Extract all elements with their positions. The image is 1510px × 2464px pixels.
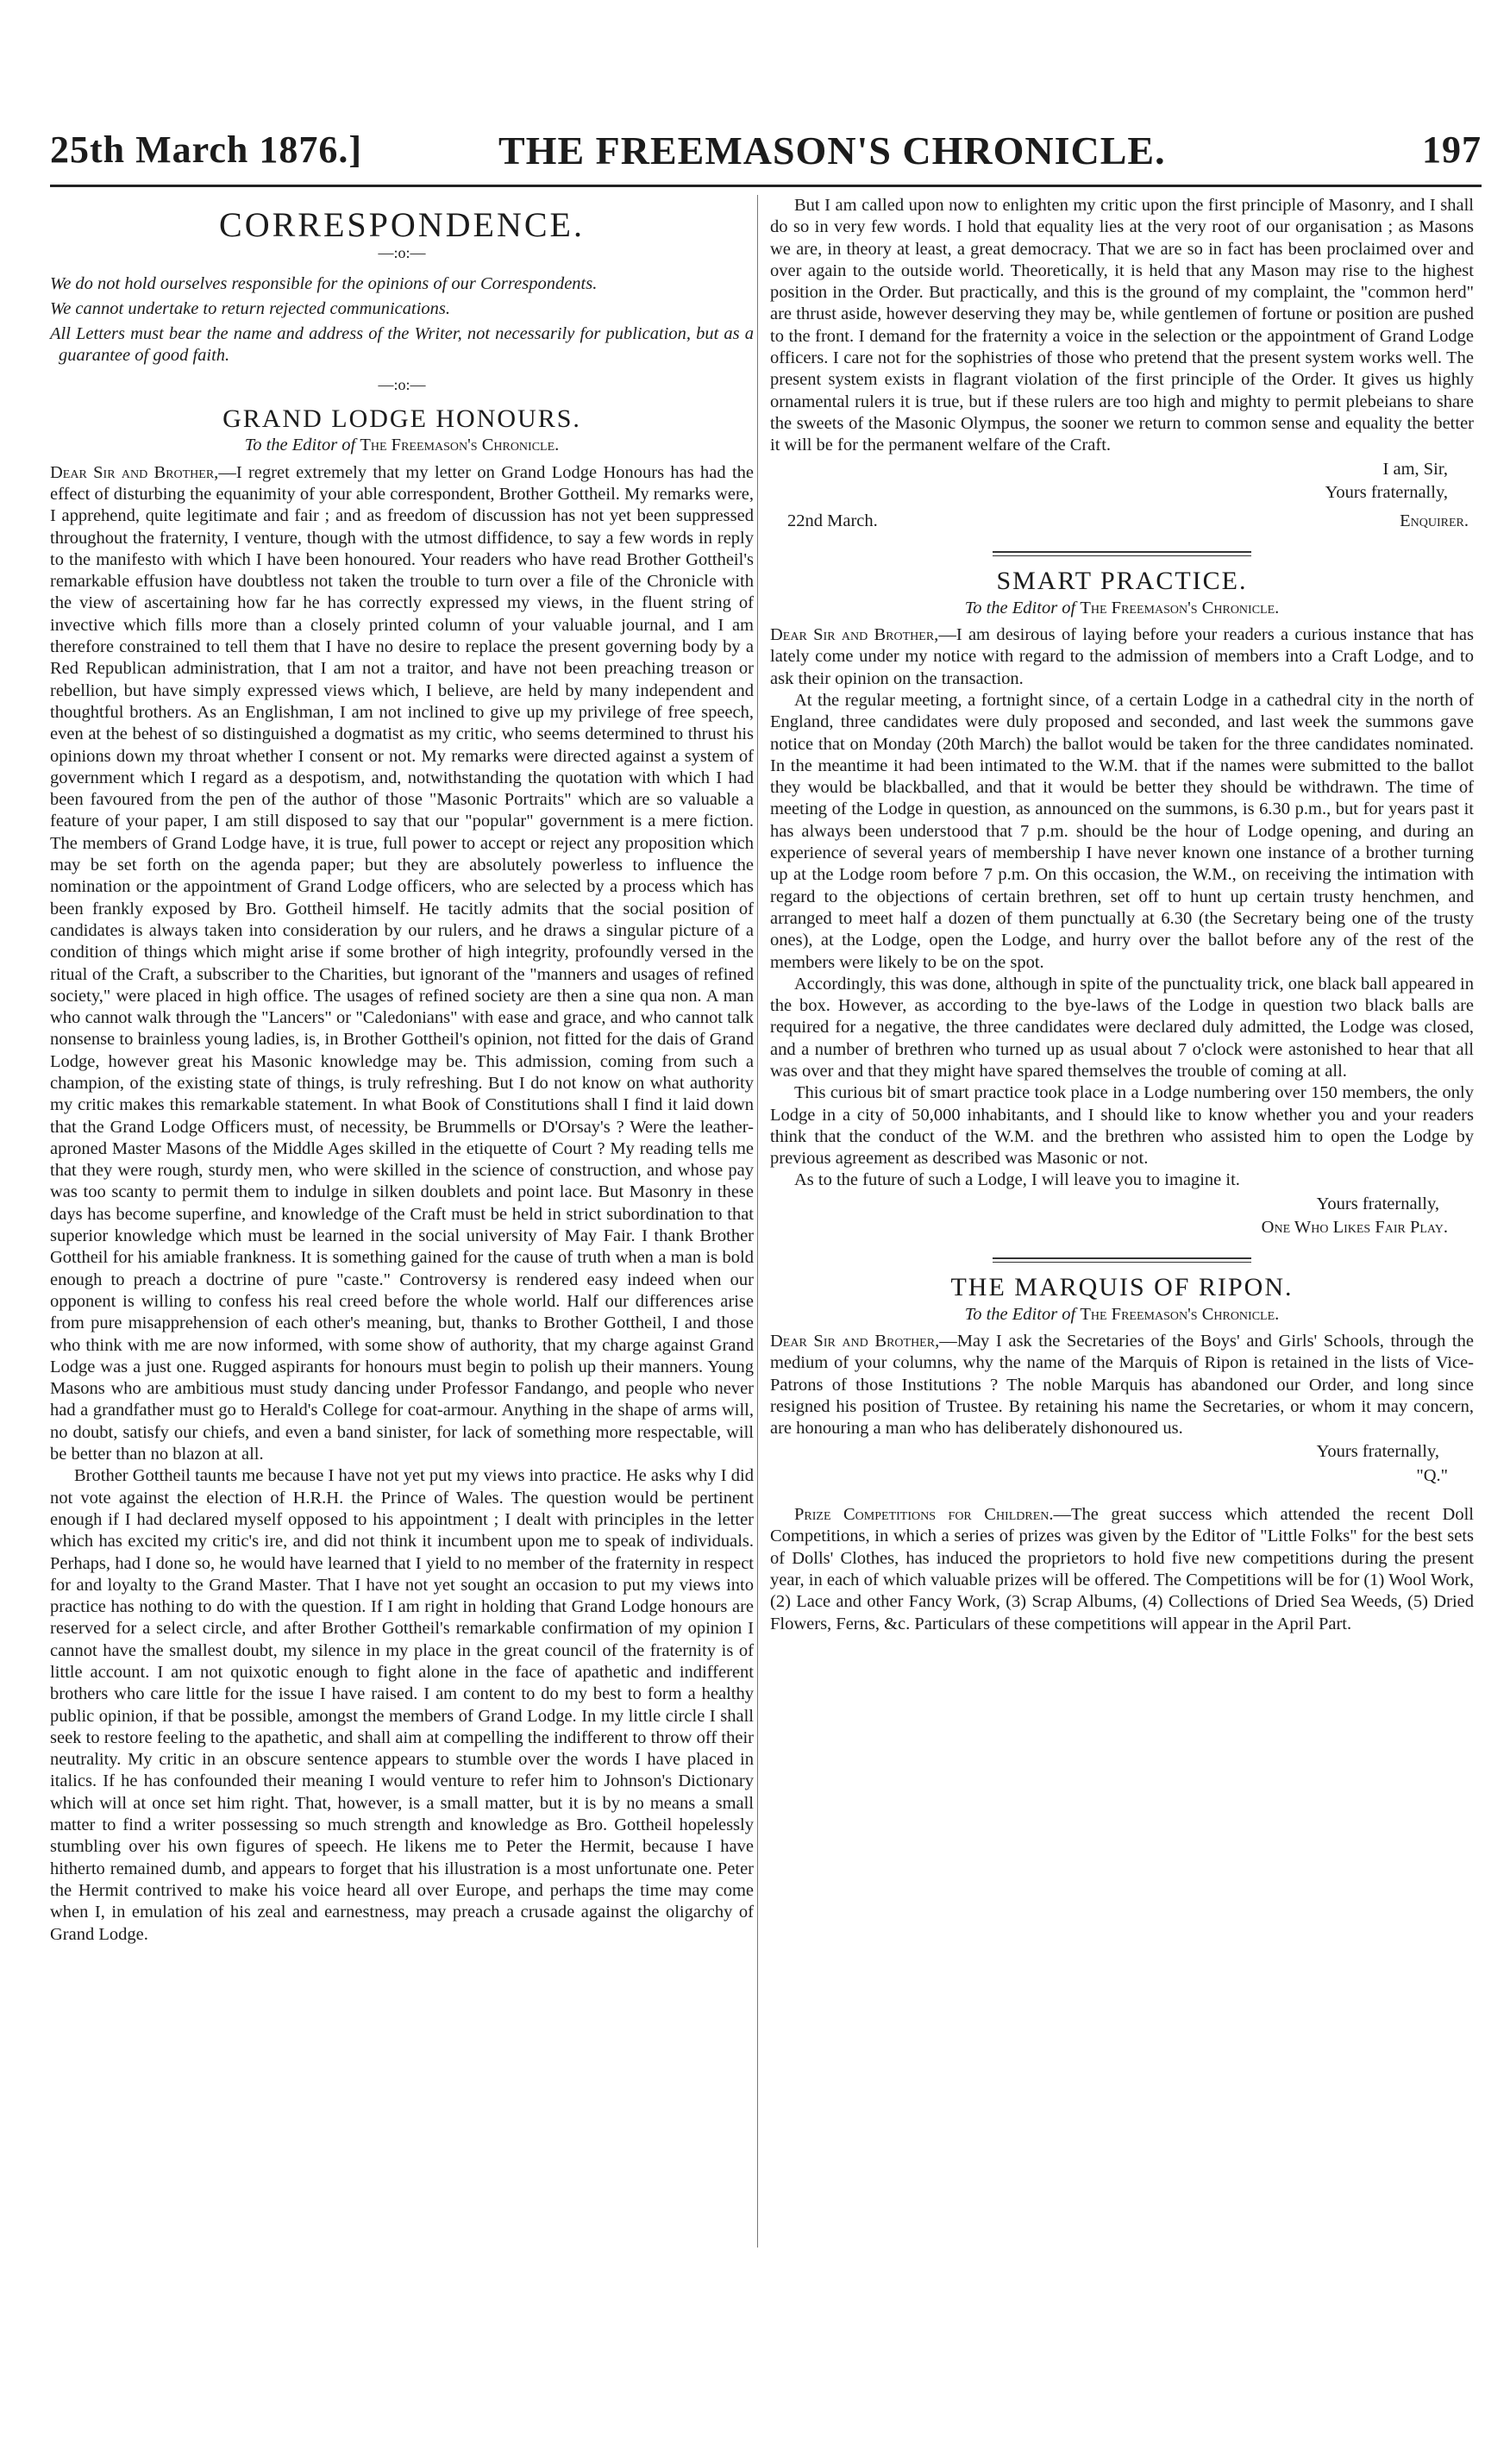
addressee-line: [50, 435, 754, 456]
article-heading-marquis-of-ripon: THE MARQUIS OF RIPON.: [950, 1273, 1294, 1302]
article-heading-smart-practice: SMART PRACTICE.: [996, 567, 1248, 596]
paragraph-text: —I regret extremely that my letter on Grand Lodge Honours has had the effect of disturbing the equanimity of your able correspondent, Brother Gottheil. My remarks were, I apprehend, quite legitimate and fair ; and as freedom of discussion has not yet been suppressed throughout the fraternity, I venture, though with the utmost diffidence, to say a few words in reply to the manifesto with which I have been honoured. Your readers who have read Brother Gottheil's remarkable effusion have doubtless not taken the trouble to turn over a file of the Chronicle with the view of ascertaining how far he has correctly expressed my views, in the fluent string of invective which fills more than a closely printed column of your valuable journal, and I am therefore constrained to tell them that I have no desire to replace the present governing body by a Red Republican administration, that I am not a traitor, and have not been preaching treason or rebellion, but have simply expressed views which, I believe, are held by many independent and thoughtful brothers. As an Englishman, I am not inclined to give up my privilege of free speech, even at the behest of so distinguished a dogmatist as my critic, who seems determined to thrust his opinions down my throat whether I consent or not. My remarks were directed against a system of government which I regard as a despotism, and, notwithstanding the quotation with which I had been favoured from the pen of the author of those "Masonic Portraits" which are so valuable a feature of your paper, I am still disposed to say that our "popular" government is a mere fiction. The members of Grand Lodge have, it is true, full power to accept or reject any proposition which may be set forth on the agenda paper; but they are absolutely powerless to influence the nomination or the appointment of Grand Lodge officers, who are selected by a process which has been frankly exposed by Bro. Gottheil himself. He tacitly admits that the social position of candidates is always taken into consideration by our rulers, and he draws a singular picture of a condition of things which might arise if some brother of high integrity, profoundly versed in the ritual of the Craft, a subscriber to the Charities, but ignorant of the "manners and usages of refined society," were placed in high office. The usages of refined society are then a sine qua non. A man who cannot walk through the "Lancers" or "Caledonians" with ease and grace, and who cannot talk nonsense to brainless young ladies, is, in Brother Gottheil's opinion, not fitted for the dais of Grand Lodge, however great his Masonic knowledge may be. This admission, coming from such a champion, of the existing state of things, is truly refreshing. But I do not know on what authority my critic makes this remarkable statement. In what Book of Constitutions shall I find it laid down that the Grand Lodge Officers must, of necessity, be Brummells or D'Orsay's ? Were the leather-aproned Master Masons of the Middle Ages skilled in the etiquette of Court ? My reading tells me that they were rough, sturdy men, who were skilled in the science of construction, and whose pay was too scanty to permit them to indulge in silken doublets and point lace. But Masonry in these days has become superfine, and knowledge of the Craft must be held in strict subordination to that superior knowledge which must be learned in the social university of May Fair. I thank Brother Gottheil for his amiable frankness. It is something gained for the cause of truth when a man is bold enough to preach a doctrine of pure "caste." Controversy is rendered easy indeed when our opponent is willing to confess his real creed before the whole world. Half our differences arise from pure misapprehension of each other's meaning, but, thanks to Brother Gottheil, I and those who think with me are now informed, with some show of authority, that my charge against Grand Lodge was a just one. Rugged aspirants for honours must begin to polish up their manners. Young Masons who are ambitious must study dancing under Professor Fandango, and people who never had a grandfather must go to Herald's College for coat-armour. Anything in the shape of arms will, no doubt, satisfy our chiefs, and even a band sinister, for lack of something more respectable, will be better than no blazon at all.: [50, 462, 754, 1464]
section-heading-correspondence: CORRESPONDENCE.: [219, 205, 585, 244]
notice-text: —The great success which attended the recent Doll Competitions, in which a series of prizes was given by the Editor of "Little Folks" for the best sets of Dolls' Clothes, has induced the proprietors to hold five new competitions during the present year, in each of which valuable prizes will be offered. The Competitions will be for (1) Wool Work, (2) Lace and other Fancy Work, (3) Scrap Albums, (4) Collections of Dried Sea Weeds, (5) Dried Flowers, Ferns, &c. Particulars of these competitions will appear in the April Part.: [770, 1505, 1474, 1633]
column-divider: [757, 195, 758, 2248]
paragraph-text: —May I ask the Secretaries of the Boys' and Girls' Schools, through the medium of your columns, why the name of the Marquis of Ripon is retained in the lists of Vice-Patrons of those Institutions ? The noble Marquis has abandoned our Order, and long since resigned his position of Trustee. By retaining his name the Secretaries, or whom it may concern, are honouring a man who has deliberately dishonoured us.: [770, 1331, 1474, 1439]
salutation: Dear Sir and Brother,: [50, 462, 219, 482]
salutation: Dear Sir and Brother,: [770, 625, 939, 645]
addressee-paper: The Freemason's Chronicle.: [360, 436, 560, 455]
addressee-prefix: To the Editor of: [964, 1304, 1076, 1324]
addressee-line: [770, 598, 1474, 619]
article-heading-grand-lodge-honours: GRAND LODGE HONOURS.: [222, 404, 581, 434]
ornament: —:o:—: [378, 375, 426, 393]
section-separator: [993, 551, 1251, 556]
closing-line: Yours fraternally,: [1316, 1194, 1439, 1213]
section-separator: [993, 1257, 1251, 1263]
closing-line: Yours fraternally,: [1316, 1442, 1439, 1462]
page-number: 197: [1422, 129, 1482, 171]
addressee-paper: The Freemason's Chronicle.: [1080, 1304, 1280, 1324]
addressee-prefix: To the Editor of: [964, 598, 1076, 618]
article-paragraph: But I am called upon now to enlighten my critic upon the first principle of Masonry, and I shall do so in very few words. I hold that equality lies at the very root of our organisation ; as Masons we are, in theory at least, a great democracy. That we are so in fact has been proclaimed over and over again to the outside world. Theoretically, it is held that any Mason may rise to the highest position in the Order. But practically, and this is the ground of my complaint, the "common herd" are thrust aside, however deserving they may be, while gentlemen of fortune or position are pushed to the front. I demand for the fraternity a voice in the selection or the appointment of Grand Lodge officers. I care not for the sophistries of those who pretend that the present system works well. The present system exists in flagrant violation of the first principle of the Order. It gives us highly ornamental rulers it is true, but if these rulers are too high and mighty to permit plebeians to share the sweets of the Masonic Olympus, the sooner we return to common sense and equality the better it will be for the permanent welfare of the Craft.: [770, 196, 1474, 455]
editorial-note: All Letters must bear the name and address of the Writer, not necessarily for publication, but as a guarantee of good faith.: [50, 324, 754, 366]
addressee-paper: The Freemason's Chronicle.: [1080, 598, 1280, 618]
article-paragraph: Brother Gottheil taunts me because I have not yet put my views into practice. He asks why I did not vote against the election of H.R.H. the Prince of Wales. The question would be pertinent enough if I had declared myself opposed to his appointment ; I dealt with principles in the letter which has excited my critic's ire, and did not think it incumbent upon me to speak of individuals. Perhaps, had I done so, he would have learned that I yield to no member of the fraternity in respect for and loyalty to the Grand Master. That I have not yet sought an occasion to put my views into practice has nothing to do with the question. If I am right in holding that Grand Lodge honours are reserved for a select circle, and after Brother Gottheil's remarkable confirmation of my opinion I cannot have the smallest doubt, my silence in my place in the great council of the fraternity is of little account. I am not quixotic enough to fight alone in the face of apathetic and indifferent brothers who care little for the issue I have raised. I am content to do my best to form a healthy public opinion, if that be possible, amongst the members of Grand Lodge. In my little circle I shall seek to restore feeling to the apathetic, and shall aim at compelling the indifferent to throw off their neutrality. My critic in an obscure sentence appears to stumble over the words I have placed in italics. If he has confounded their meaning I would venture to refer him to Johnson's Dictionary which will at once set him right. That, however, is a small matter, but it is by no means a small matter to find a writer possessing so much strength and knowledge as Bro. Gottheil hopelessly stumbling over his own figures of speech. He likens me to Peter the Hermit, because I have hitherto remained dumb, and appears to forget that his illustration is a most unfortunate one. Peter the Hermit contrived to make his voice heard all over Europe, and perhaps the time may come when I, in emulation of his zeal and earnestness, may preach a crusade against the oligarchy of Grand Lodge.: [50, 1466, 754, 1944]
right-column: [770, 195, 1474, 1635]
signature: "Q.": [1416, 1465, 1448, 1485]
article-paragraph: [770, 1331, 1474, 1439]
masthead-rule: [50, 185, 1482, 187]
left-column: [50, 195, 754, 1946]
editorial-note: We do not hold ourselves responsible for the opinions of our Correspondents.: [50, 273, 598, 293]
notice-paragraph: [770, 1504, 1474, 1635]
closing-line: Yours fraternally,: [1325, 482, 1448, 502]
article-paragraph: At the regular meeting, a fortnight since, of a certain Lodge in a cathedral city in the north of England, three candidates were duly proposed and seconded, and last week the summons gave notice that on Monday (20th March) the ballot would be taken for the three candidates nominated. In the meantime it had been intimated to the W.M. that if the names were submitted to the ballot they would be blackballed, and that it would be better they should be withdrawn. The time of meeting of the Lodge in question, as announced on the summons, is 6.30 p.m., but for years past it has always been understood that 7 p.m. should be the hour of Lodge opening, and during an experience of several years of membership I have never known one instance of a brother turning up at the Lodge room before 7 p.m. On this occasion, the W.M., on receiving the intimation with regard to the objections of certain brethren, set off to hunt up certain trusty henchmen, and arranged to meet half a dozen of them punctually at 6.30 (the Secretary being one of the trusty ones), at the Lodge, open the Lodge, and hurry over the ballot before any of the rest of the members were likely to be on the spot.: [770, 690, 1474, 972]
article-paragraph: As to the future of such a Lodge, I will leave you to imagine it.: [794, 1170, 1240, 1190]
publication-title: THE FREEMASON'S CHRONICLE.: [498, 129, 1166, 172]
addressee-prefix: To the Editor of: [244, 436, 356, 455]
letter-date: 22nd March.: [787, 511, 878, 531]
paragraph-text: —I am desirous of laying before your readers a curious instance that has lately come under my notice with regard to the admission of members into a Craft Lodge, and to ask their opinion on the transaction.: [770, 625, 1474, 688]
masthead: [50, 128, 1482, 190]
ornament: —:o:—: [378, 244, 426, 262]
signature-row: [770, 511, 1474, 532]
signature: One Who Likes Fair Play.: [1261, 1218, 1448, 1238]
addressee-line: [770, 1304, 1474, 1326]
article-paragraph: Accordingly, this was done, although in spite of the punctuality trick, one black ball appeared in the box. However, as according to the bye-laws of the Lodge in question two black balls are required for a negative, the three candidates were declared duly admitted, the Lodge was closed, and a number of brethren who turned up as usual about 7 o'clock were astonished to hear that all was over and that they might have spared themselves the trouble of coming at all.: [770, 974, 1474, 1081]
issue-date: 25th March 1876.]: [50, 129, 363, 171]
spacer: [770, 1487, 1474, 1504]
notice-lead: Prize Competitions for Children.: [794, 1505, 1054, 1525]
signature: Enquirer.: [1400, 511, 1469, 531]
editorial-note: We cannot undertake to return rejected communications.: [50, 298, 450, 318]
article-paragraph: [770, 624, 1474, 690]
closing-line: I am, Sir,: [1382, 459, 1448, 479]
article-paragraph: This curious bit of smart practice took place in a Lodge numbering over 150 members, the only Lodge in a city of 50,000 inhabitants, and I should like to know whether you and your readers think that the conduct of the W.M. and the brethren who assisted him to open the Lodge by previous agreement as described was Masonic or not.: [770, 1083, 1474, 1169]
article-paragraph: [50, 462, 754, 1466]
salutation: Dear Sir and Brother,: [770, 1331, 940, 1351]
